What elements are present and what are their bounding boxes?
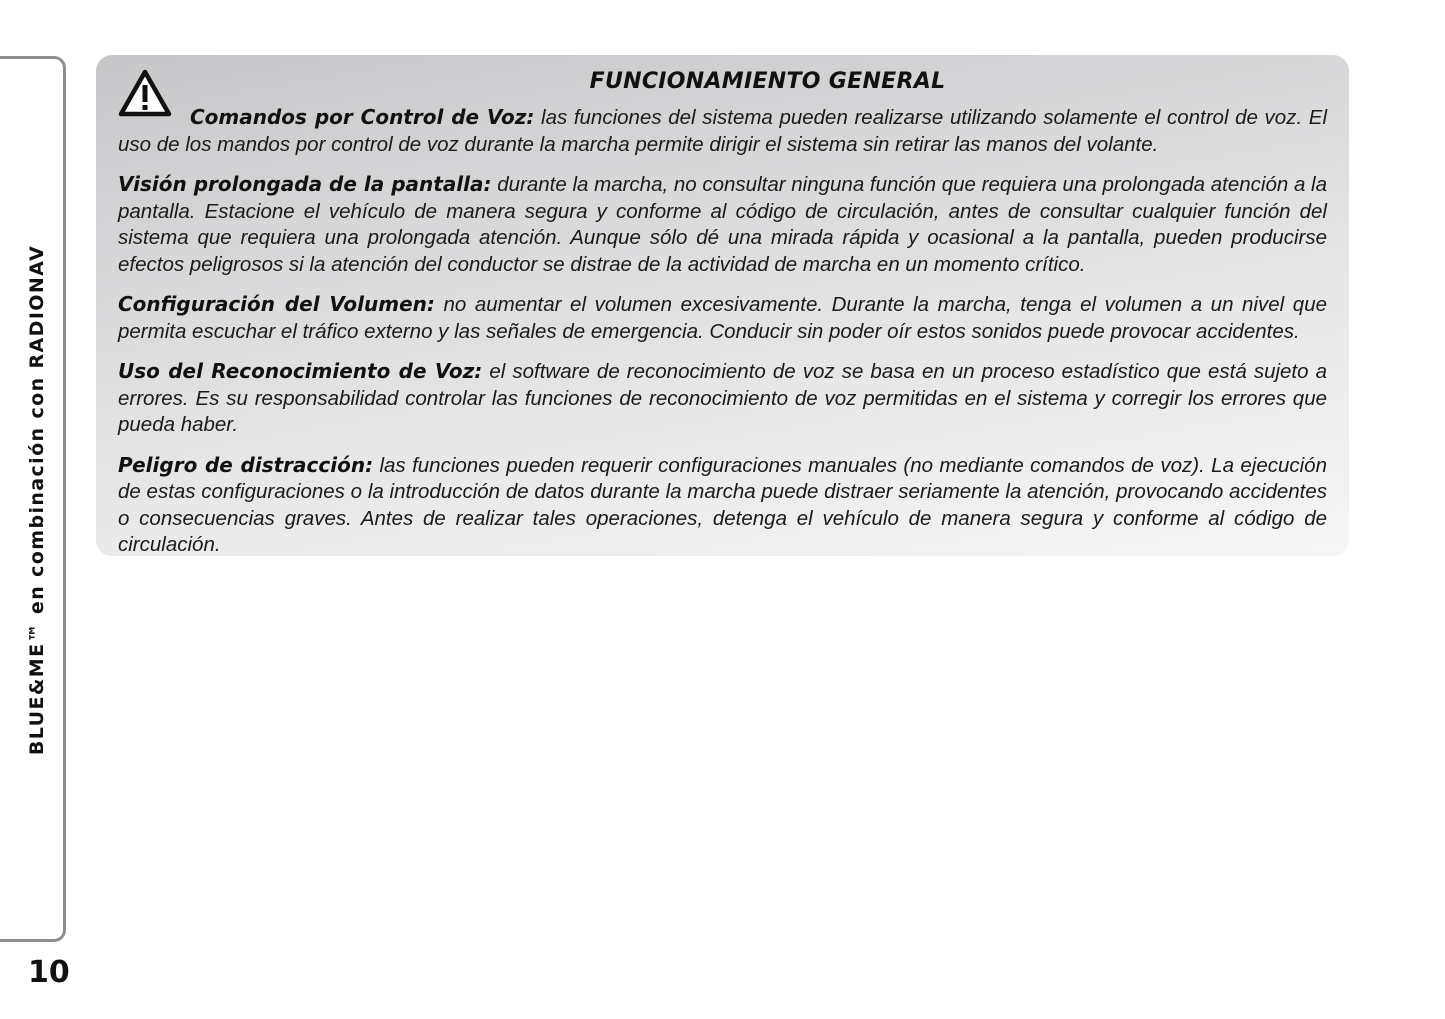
paragraph-voice-recognition — [118, 358, 1327, 439]
paragraph-lead: Comandos por Control de Voz: — [190, 105, 535, 129]
paragraph-voice-commands — [118, 104, 1327, 158]
warning-title: FUNCIONAMIENTO GENERAL — [589, 69, 946, 94]
paragraph-lead: Uso del Reconocimiento de Voz: — [118, 359, 483, 383]
paragraph-text: las funciones del sistema pueden realizarse utilizando solamente el control de voz. El uso de los mandos por control de voz durante la marcha permite dirigir el sistema sin retirar las manos del volante. — [118, 106, 1327, 156]
warning-box — [96, 55, 1349, 556]
paragraph-lead: Peligro de distracción: — [118, 452, 374, 477]
paragraph-screen-viewing — [118, 171, 1327, 278]
paragraph-text: no aumentar el volumen excesivamente. Durante la marcha, tenga el volumen a un nivel que permita escuchar el tráfico externo y las señales de emergencia. Conducir sin poder oír estos sonidos puede provocar accidentes. — [118, 293, 1327, 343]
paragraph-text: durante la marcha, no consultar ninguna función que requiera una prolongada atención a la pantalla. Estacione el vehículo de manera segura y conforme al código de circulación, antes de consultar cualquier función del sistema que requiera una prolongada atención. Aunque sólo dé una mirada rápida y ocasional a la pantalla, pueden producirse efectos peligrosos si la atención del conductor se distrae de la actividad de marcha en un momento crítico. — [118, 173, 1327, 276]
paragraph-text: las funciones pueden requerir configuraciones manuales (no mediante comandos de voz). La ejecución de estas configuraciones o la introducción de datos durante la marcha puede distraer seriamente la atención, provocando accidentes o consecuencias graves. Antes de realizar tales operaciones, detenga el vehículo de manera segura y conforme al código de circulación. — [118, 453, 1327, 556]
page-number: 10 — [28, 955, 70, 990]
paragraph-lead: Visión prolongada de la pantalla: — [118, 172, 492, 196]
warning-triangle-icon — [118, 69, 172, 117]
section-side-label: BLUE&ME™ en combinación con RADIONAV — [26, 244, 48, 756]
paragraph-distraction — [118, 452, 1327, 559]
paragraph-lead: Configuración del Volumen: — [118, 292, 435, 316]
paragraph-volume — [118, 291, 1327, 345]
paragraph-text: el software de reconocimiento de voz se basa en un proceso estadístico que está sujeto a errores. Es su responsabilidad controlar las funciones de reconocimiento de voz permitidas en el sistema y corregir los errores que pueda haber. — [118, 360, 1327, 436]
